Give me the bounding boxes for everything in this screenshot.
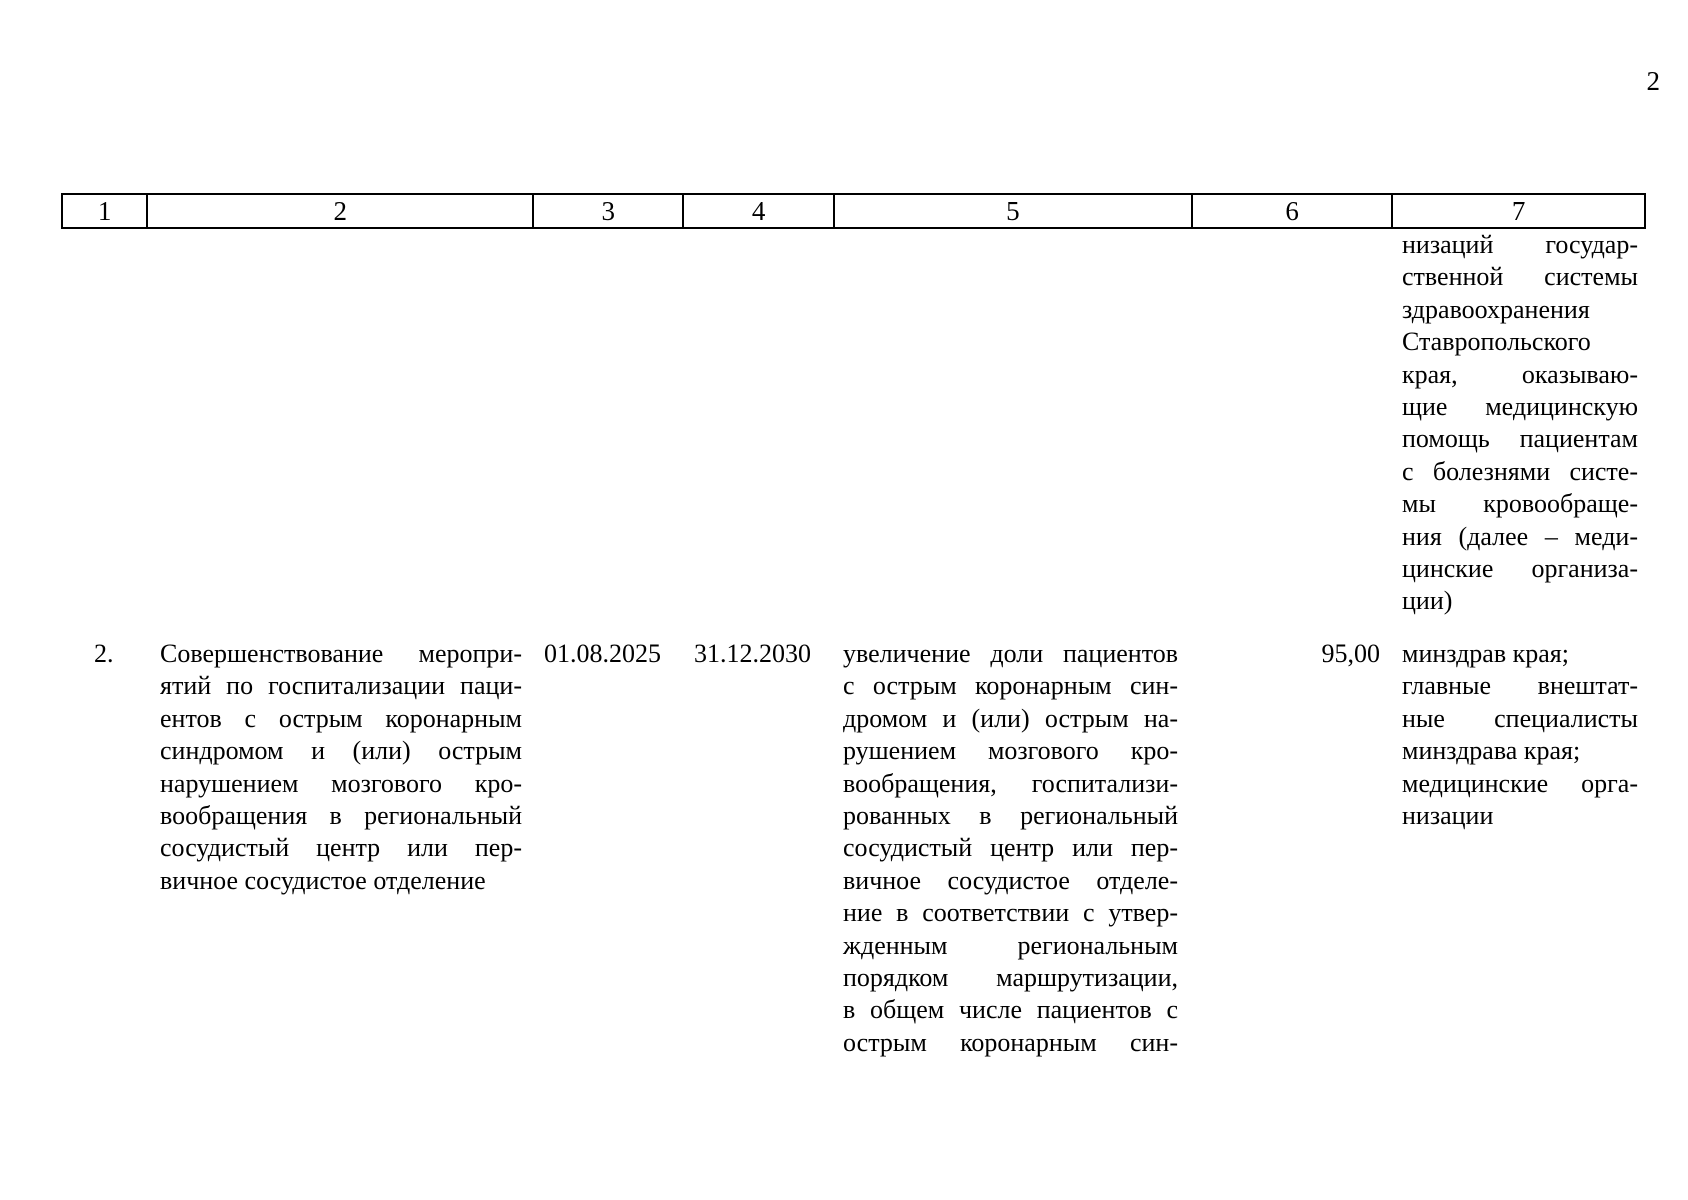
header-col-2: 2 bbox=[147, 194, 533, 228]
text-line: цинские организа- bbox=[1402, 554, 1638, 584]
header-col-5: 5 bbox=[834, 194, 1192, 228]
row-responsible bbox=[1402, 638, 1638, 832]
text-line: вичное сосудистое отделе- bbox=[843, 865, 1178, 895]
header-row bbox=[62, 194, 1645, 228]
text-line: минздрав края; bbox=[1402, 639, 1569, 668]
row-end-date: 31.12.2030 bbox=[694, 639, 811, 668]
text-line: главные внештат- bbox=[1402, 671, 1638, 701]
text-line: ственной системы bbox=[1402, 262, 1638, 292]
row-number: 2. bbox=[94, 639, 114, 668]
text-line: вообращения, госпитализи- bbox=[843, 768, 1178, 798]
header-col-3: 3 bbox=[533, 194, 683, 228]
text-line: рушением мозгового кро- bbox=[843, 736, 1178, 766]
text-line: Совершенствование меропри- bbox=[160, 639, 522, 668]
text-line: низаций государ- bbox=[1402, 230, 1638, 259]
text-line: ентов с острым коронарным bbox=[160, 703, 522, 733]
text-line: дромом и (или) острым на- bbox=[843, 703, 1178, 733]
header-col-7: 7 bbox=[1392, 194, 1645, 228]
text-line: медицинские орга- bbox=[1402, 768, 1638, 798]
text-line: с острым коронарным син- bbox=[843, 671, 1178, 701]
row-indicator-value: 95,00 bbox=[1321, 639, 1380, 668]
text-line: вичное сосудистое отделение bbox=[160, 865, 486, 895]
row-expected-result bbox=[843, 638, 1178, 1059]
page-number: 2 bbox=[1646, 66, 1660, 96]
column-number-header bbox=[61, 193, 1646, 229]
text-line: минздрава края; bbox=[1402, 736, 1581, 766]
text-line: ятий по госпитализации паци- bbox=[160, 671, 522, 701]
header-col-4: 4 bbox=[683, 194, 833, 228]
text-line: сосудистый центр или пер- bbox=[160, 833, 522, 863]
text-line: с болезнями систе- bbox=[1402, 456, 1638, 486]
text-line: порядком маршрутизации, bbox=[843, 963, 1178, 993]
text-line: увеличение доли пациентов bbox=[843, 639, 1178, 668]
text-line: здравоохранения bbox=[1402, 294, 1590, 324]
text-line: ные специалисты bbox=[1402, 703, 1638, 733]
header-col-6: 6 bbox=[1192, 194, 1392, 228]
text-line: рованных в региональный bbox=[843, 801, 1178, 831]
text-line: мы кровообраще- bbox=[1402, 489, 1638, 519]
text-line: ния (далее – меди- bbox=[1402, 521, 1638, 551]
text-line: сосудистый центр или пер- bbox=[843, 833, 1178, 863]
text-line: щие медицинскую bbox=[1402, 392, 1638, 422]
text-line: вообращения в региональный bbox=[160, 801, 522, 831]
continuation-col7 bbox=[1402, 229, 1638, 618]
text-line: низации bbox=[1402, 801, 1494, 831]
text-line: края, оказываю- bbox=[1402, 359, 1638, 389]
text-line: синдромом и (или) острым bbox=[160, 736, 522, 766]
text-line: в общем числе пациентов с bbox=[843, 995, 1178, 1025]
row-start-date: 01.08.2025 bbox=[544, 639, 661, 668]
text-line: нарушением мозгового кро- bbox=[160, 768, 522, 798]
text-line: ции) bbox=[1402, 586, 1453, 616]
text-line: ние в соответствии с утвер- bbox=[843, 898, 1178, 928]
text-line: Ставропольского bbox=[1402, 327, 1591, 357]
text-line: помощь пациентам bbox=[1402, 424, 1638, 454]
row-activity-name bbox=[160, 638, 522, 897]
text-line: жденным региональным bbox=[843, 930, 1178, 960]
text-line: острым коронарным син- bbox=[843, 1027, 1178, 1057]
header-col-1: 1 bbox=[62, 194, 147, 228]
